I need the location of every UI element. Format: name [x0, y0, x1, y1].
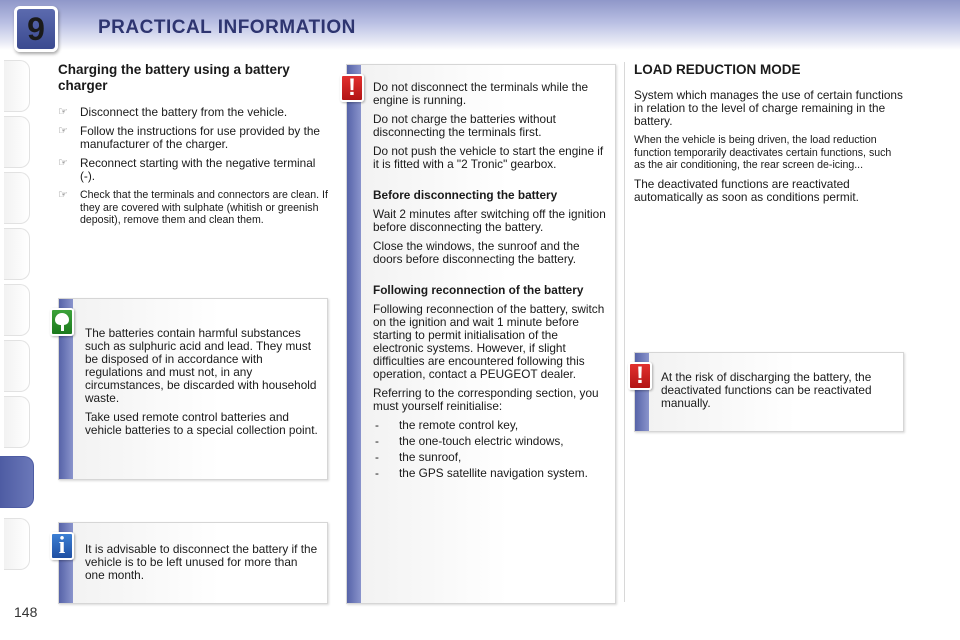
warning-paragraph: Do not disconnect the terminals while the engine is running.	[373, 80, 589, 107]
chapter-tab-active[interactable]	[0, 456, 34, 508]
info-text: It is advisable to disconnect the battery if the vehicle is to be left unused for more than one month.	[85, 542, 318, 582]
chapter-tabs	[0, 60, 34, 620]
column-divider	[624, 62, 625, 602]
list-item: ☞ Reconnect starting with the negative terminal (-).	[58, 156, 316, 183]
load-paragraph: When the vehicle is being driven, the load reduction function temporarily deactivates certain functions, such as the air conditioning, the rear screen de-icing...	[634, 134, 892, 171]
warning-paragraph: Following reconnection of the battery, switch on the ignition and wait 1 minute before starting to permit initialisation of the electronic systems. However, if slight difficulties are encountered following this operation, contact a PEUGEOT dealer.	[373, 302, 605, 381]
warning-paragraph: Do not charge the batteries without disconnecting the terminals first.	[373, 112, 556, 139]
list-item: ☞ Check that the terminals and connectors are clean. If they are covered with sulphate (whitish or greenish deposit), remove them and clean them.	[58, 189, 328, 226]
after-reconnect-heading: Following reconnection of the battery	[373, 283, 584, 297]
environment-tree-icon	[50, 308, 74, 336]
reinitialise-list	[373, 419, 607, 480]
charging-section	[58, 62, 328, 233]
list-item: - the one-touch electric windows,	[375, 434, 564, 448]
chapter-tab[interactable]	[4, 60, 30, 112]
before-disconnect-heading: Before disconnecting the battery	[373, 188, 558, 202]
list-item: - the GPS satellite navigation system.	[375, 466, 588, 480]
environment-note	[58, 298, 328, 480]
chapter-number: 9	[27, 11, 45, 47]
list-item: ☞ Follow the instructions for use provided by the manufacturer of the charger.	[58, 124, 320, 151]
load-paragraph: System which manages the use of certain functions in relation to the level of charge remaining in the battery.	[634, 88, 903, 128]
info-icon: i	[50, 532, 74, 560]
battery-warning-note	[346, 64, 616, 604]
chapter-tab[interactable]	[4, 116, 30, 168]
charging-steps	[58, 106, 328, 227]
load-paragraph: The deactivated functions are reactivated automatically as soon as conditions permit.	[634, 176, 859, 204]
chapter-tab[interactable]	[4, 228, 30, 280]
chapter-tab[interactable]	[4, 518, 30, 570]
env-paragraph: Take used remote control batteries and vehicle batteries to a special collection point.	[85, 410, 318, 437]
chapter-tab[interactable]	[4, 284, 30, 336]
pointing-hand-icon: ☞	[58, 125, 68, 137]
load-reduction-title: LOAD REDUCTION MODE	[634, 62, 801, 77]
pointing-hand-icon: ☞	[58, 106, 68, 118]
chapter-badge	[14, 6, 58, 52]
charging-title: Charging the battery using a battery charger	[58, 62, 290, 93]
chapter-tab[interactable]	[4, 172, 30, 224]
env-paragraph: The batteries contain harmful substances such as sulphuric acid and lead. They must be disposed of in accordance with regulations and must not, in any circumstances, be discarded with household waste.	[85, 326, 317, 405]
pointing-hand-icon: ☞	[58, 189, 68, 201]
warning-paragraph: Wait 2 minutes after switching off the ignition before disconnecting the battery.	[373, 207, 606, 234]
page-header	[0, 0, 960, 50]
pointing-hand-icon: ☞	[58, 157, 68, 169]
page-title: PRACTICAL INFORMATION	[98, 17, 356, 38]
load-reduction-section	[634, 62, 904, 210]
list-item: ☞ Disconnect the battery from the vehicle.	[58, 105, 288, 119]
page-number: 148	[14, 604, 38, 620]
list-item: - the remote control key,	[375, 418, 519, 432]
chapter-tab[interactable]	[4, 396, 30, 448]
list-item: - the sunroof,	[375, 450, 462, 464]
warning-paragraph: Do not push the vehicle to start the engine if it is fitted with a "2 Tronic" gearbox.	[373, 144, 604, 171]
warning-paragraph: Close the windows, the sunroof and the doors before disconnecting the battery.	[373, 239, 580, 266]
info-note	[58, 522, 328, 604]
warning-icon: !	[340, 74, 364, 102]
warning-icon: !	[628, 362, 652, 390]
chapter-tab[interactable]	[4, 340, 30, 392]
load-warning-note	[634, 352, 904, 432]
load-warning-text: At the risk of discharging the battery, the deactivated functions can be reactivated manually.	[661, 370, 872, 410]
warning-paragraph: Referring to the corresponding section, you must yourself reinitialise:	[373, 386, 599, 413]
